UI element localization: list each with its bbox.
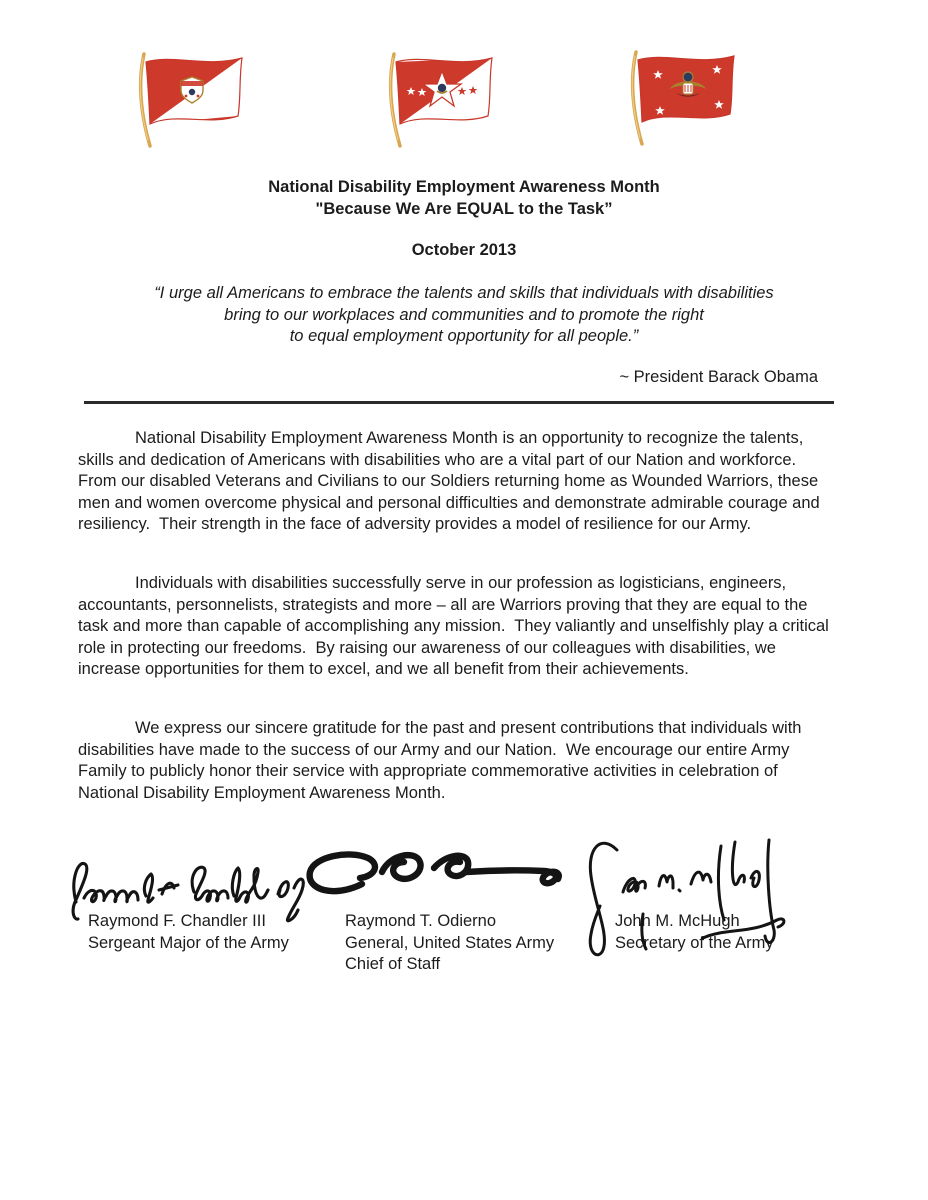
presidential-quote xyxy=(0,283,928,348)
body-paragraph-3: We express our sincere gratitude for the past and present contributions that individuals with disabilities have made to the success of our Army and our Nation. We encourage our entire Army Family to publicly honor their service with appropriate commemorative activities in celebration of National Disability Employment Awareness Month. xyxy=(78,719,807,802)
quote-line: to equal employment opportunity for all people.” xyxy=(289,327,639,346)
horizontal-divider xyxy=(84,401,834,404)
signer-title: General, United States Army xyxy=(345,933,555,952)
quote-line: bring to our workplaces and communities and to promote the right xyxy=(224,305,704,324)
body-paragraph-2: Individuals with disabilities successfully serve in our profession as logisticians, engineers, accountants, personnelists, strategists and more – all are Warriors proving that they are equal to the task and more than capable of accomplishing any mission. They valiantly and unselfishly play a critical role in protecting our freedoms. By raising our awareness of our colleagues with disabilities, we increase opportunities for them to excel, and we all benefit from their achievements. xyxy=(78,574,834,679)
army-chief-of-staff-flag-icon xyxy=(378,50,498,150)
document-title xyxy=(0,177,928,220)
quote-attribution: ~ President Barack Obama xyxy=(619,368,818,386)
body-paragraph-1: National Disability Employment Awareness Month is an opportunity to recognize the talents, skills and dedication of Americans with disabilities who are a vital part of our Nation and workforce. From our disabled Veterans and Civilians to our Soldiers returning home as Wounded Warriors, these men and women overcome physical and personal difficulties and demonstrate admirable courage and resiliency. Their strength in the face of adversity provides a model of resilience for our Army. xyxy=(78,429,825,534)
title-line-1: National Disability Employment Awareness Month xyxy=(268,178,660,196)
signer-title: Sergeant Major of the Army xyxy=(88,933,289,952)
odierno-signature-image xyxy=(296,846,586,908)
signer-title: Chief of Staff xyxy=(345,955,441,973)
signature-block-odierno xyxy=(345,911,554,976)
signature-block-chandler xyxy=(88,911,289,954)
signer-title: Secretary of the Army xyxy=(615,933,774,952)
date-line: October 2013 xyxy=(411,241,517,259)
quote-line: “I urge all Americans to embrace the talents and skills that individuals with disabilities xyxy=(154,284,774,302)
signature-block-mchugh xyxy=(615,911,774,954)
signer-name: Raymond F. Chandler III xyxy=(88,912,266,930)
signer-name: John M. McHugh xyxy=(615,912,740,930)
signer-name: Raymond T. Odierno xyxy=(345,912,497,930)
secretary-of-the-army-flag-icon xyxy=(620,48,740,148)
sergeant-major-of-the-army-flag-icon xyxy=(128,50,248,150)
title-line-2: "Because We Are EQUAL to the Task” xyxy=(315,199,613,218)
